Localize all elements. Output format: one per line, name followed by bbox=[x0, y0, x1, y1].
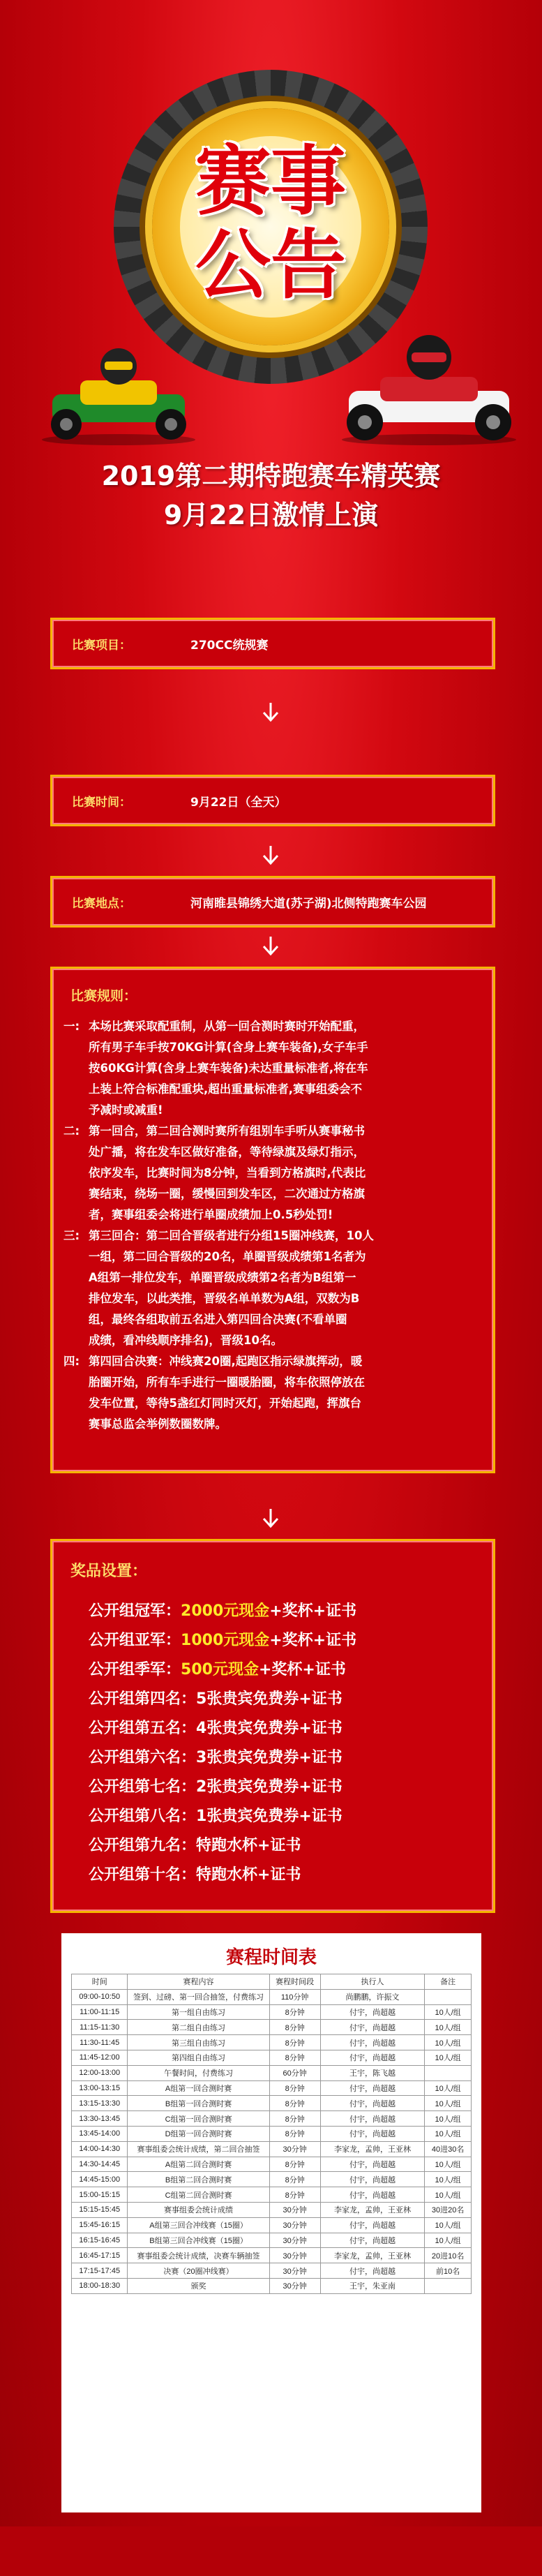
table-cell: 10人/组 bbox=[425, 2035, 472, 2050]
table-cell: 30分钟 bbox=[269, 2263, 320, 2279]
rule-line: 赛结束，绕场一圈，缓慢回到发车区，二次通过方格旗 bbox=[89, 1187, 365, 1200]
table-cell: 第四组自由练习 bbox=[128, 2050, 269, 2065]
prize-detail: 1张贵宾免费券+证书 bbox=[196, 1808, 342, 1825]
rule-item bbox=[63, 1351, 482, 1435]
rule-line: 所有男子车手按70KG计算(含身上赛车装备),女子车手 bbox=[89, 1041, 368, 1054]
prize-row bbox=[89, 1861, 479, 1890]
table-row bbox=[72, 2202, 472, 2217]
location-label: 比赛地点： bbox=[72, 897, 131, 911]
table-cell: 14:30-14:45 bbox=[72, 2157, 128, 2172]
header bbox=[0, 0, 542, 502]
table-cell: 李家龙，孟帅，王亚林 bbox=[320, 2248, 425, 2263]
table-row bbox=[72, 2004, 472, 2020]
prize-label: 公开组第十名： bbox=[89, 1866, 197, 1884]
table-cell: 前10名 bbox=[425, 2263, 472, 2279]
prize-row bbox=[89, 1831, 479, 1861]
prize-cash: 2000元现金 bbox=[181, 1602, 270, 1620]
table-cell: 10人/组 bbox=[425, 2111, 472, 2127]
prize-label: 公开组第七名： bbox=[89, 1778, 197, 1796]
table-cell bbox=[425, 2065, 472, 2080]
table-cell: 赛事组委会统计成绩，第二回合抽签 bbox=[128, 2141, 269, 2157]
rule-number: 一: bbox=[63, 1020, 80, 1033]
table-cell: 8分钟 bbox=[269, 2080, 320, 2096]
table-cell: 付宇，尚超越 bbox=[320, 2004, 425, 2020]
table-cell: 付宇，尚超越 bbox=[320, 2035, 425, 2050]
rule-line: 本场比赛采取配重制，从第一回合测时赛时开始配重， bbox=[89, 1020, 365, 1033]
table-row bbox=[72, 2187, 472, 2203]
rule-line: A组第一排位发车，单圈晋级成绩第2名者为B组第一 bbox=[89, 1271, 356, 1284]
table-cell: 30分钟 bbox=[269, 2278, 320, 2293]
table-cell: 10人/组 bbox=[425, 2217, 472, 2233]
table-row bbox=[72, 2263, 472, 2279]
rule-item bbox=[63, 1226, 482, 1351]
prize-label: 公开组第八名： bbox=[89, 1808, 197, 1825]
table-cell: 30分钟 bbox=[269, 2202, 320, 2217]
table-cell: 决赛（20圈冲线赛） bbox=[128, 2263, 269, 2279]
table-cell: 第二组自由练习 bbox=[128, 2020, 269, 2035]
table-row bbox=[72, 2141, 472, 2157]
prize-detail: 5张贵宾免费券+证书 bbox=[196, 1690, 342, 1708]
table-cell: 14:00-14:30 bbox=[72, 2141, 128, 2157]
table-cell: 13:45-14:00 bbox=[72, 2126, 128, 2141]
info-time-box bbox=[50, 775, 495, 826]
table-cell: 30分钟 bbox=[269, 2233, 320, 2248]
prize-row bbox=[89, 1743, 479, 1773]
rule-line: 一组，第二回合晋级的20名，单圈晋级成绩第1名者为 bbox=[89, 1250, 366, 1263]
headline-2: 9月22日激情上演 bbox=[163, 500, 379, 530]
table-cell: 11:15-11:30 bbox=[72, 2020, 128, 2035]
title-line-1: 赛事 bbox=[195, 137, 346, 225]
table-cell: 10人/组 bbox=[425, 2126, 472, 2141]
prize-detail: 特跑水杯+证书 bbox=[196, 1866, 301, 1884]
table-row bbox=[72, 2096, 472, 2111]
title-line-2: 公告 bbox=[195, 221, 346, 309]
table-cell: 8分钟 bbox=[269, 2126, 320, 2141]
prize-label: 公开组第六名： bbox=[89, 1749, 197, 1766]
info-project-box bbox=[50, 618, 495, 669]
table-cell: 付宇，尚超越 bbox=[320, 2126, 425, 2141]
rule-line: 赛事总监会举例数圈数牌。 bbox=[89, 1417, 227, 1431]
prize-detail: +奖杯+证书 bbox=[258, 1661, 346, 1678]
column-header: 执行人 bbox=[320, 1974, 425, 1990]
table-cell: 12:00-13:00 bbox=[72, 2065, 128, 2080]
table-cell: 30进20名 bbox=[425, 2202, 472, 2217]
rule-number: 二: bbox=[63, 1124, 80, 1138]
schedule-table bbox=[71, 1974, 472, 2294]
table-row bbox=[72, 1989, 472, 2004]
prize-label: 公开组亚军： bbox=[89, 1632, 181, 1649]
table-cell: 付宇，尚超越 bbox=[320, 2217, 425, 2233]
prize-detail: 2张贵宾免费券+证书 bbox=[196, 1778, 342, 1796]
prize-detail: 特跑水杯+证书 bbox=[196, 1837, 301, 1854]
rule-line: 第三回合：第二回合晋级者进行分组15圈冲线赛，10人 bbox=[89, 1229, 374, 1242]
prize-detail: 4张贵宾免费券+证书 bbox=[196, 1720, 342, 1737]
prizes-box bbox=[50, 1539, 495, 1913]
table-cell: 颁奖 bbox=[128, 2278, 269, 2293]
rule-line: 上装上符合标准配重块,超出重量标准者,赛事组委会不 bbox=[89, 1082, 363, 1096]
prize-detail: +奖杯+证书 bbox=[269, 1632, 357, 1649]
table-cell: 午餐时间，付费练习 bbox=[128, 2065, 269, 2080]
table-cell: 8分钟 bbox=[269, 2004, 320, 2020]
prize-cash: 1000元现金 bbox=[181, 1632, 270, 1649]
table-cell: 09:00-10:50 bbox=[72, 1989, 128, 2004]
prizes-title: 奖品设置： bbox=[70, 1563, 148, 1580]
table-row bbox=[72, 2217, 472, 2233]
rules-title: 比赛规则： bbox=[70, 988, 137, 1004]
table-cell: 8分钟 bbox=[269, 2172, 320, 2187]
table-cell: 第三组自由练习 bbox=[128, 2035, 269, 2050]
rule-line: 排位发车，以此类推，晋级名单单数为A组，双数为B bbox=[89, 1292, 360, 1305]
table-cell: 10人/组 bbox=[425, 2233, 472, 2248]
prize-row bbox=[89, 1597, 479, 1626]
table-row bbox=[72, 2050, 472, 2065]
table-cell: D组第一回合测时赛 bbox=[128, 2126, 269, 2141]
rule-line: 胎圈开始，所有车手进行一圈暖胎圈，将车依照停放在 bbox=[89, 1376, 365, 1389]
table-row bbox=[72, 2065, 472, 2080]
prize-row bbox=[89, 1655, 479, 1685]
table-cell: 8分钟 bbox=[269, 2157, 320, 2172]
table-row bbox=[72, 2172, 472, 2187]
table-cell: 签到、过磅、第一回合抽签，付费练习 bbox=[128, 1989, 269, 2004]
table-cell: 付宇，尚超越 bbox=[320, 2111, 425, 2127]
rule-line: 成绩，看冲线顺序排名)，晋级10名。 bbox=[89, 1334, 283, 1347]
rule-item bbox=[63, 1016, 482, 1121]
table-cell: 10人/组 bbox=[425, 2004, 472, 2020]
table-cell: 付宇，尚超越 bbox=[320, 2187, 425, 2203]
schedule-card bbox=[61, 1933, 481, 2512]
table-cell: 李家龙，孟帅，王亚林 bbox=[320, 2202, 425, 2217]
prize-detail: 3张贵宾免费券+证书 bbox=[196, 1749, 342, 1766]
go-kart-icon bbox=[38, 342, 199, 447]
table-cell: B组第三回合冲线赛（15圈） bbox=[128, 2233, 269, 2248]
table-cell: 赛事组委会统计成绩 bbox=[128, 2202, 269, 2217]
table-cell: 付宇，尚超越 bbox=[320, 2080, 425, 2096]
schedule-body bbox=[72, 1989, 472, 2293]
column-header: 赛程时间段 bbox=[269, 1974, 320, 1990]
table-row bbox=[72, 2248, 472, 2263]
down-arrow-icon bbox=[260, 701, 281, 722]
rule-line: 依序发车，比赛时间为8分钟，当看到方格旗时,代表比 bbox=[89, 1166, 366, 1179]
table-cell: 15:45-16:15 bbox=[72, 2217, 128, 2233]
table-cell: 10人/组 bbox=[425, 2157, 472, 2172]
table-cell: B组第一回合测时赛 bbox=[128, 2096, 269, 2111]
go-kart-icon bbox=[338, 328, 520, 447]
table-row bbox=[72, 2278, 472, 2293]
prize-label: 公开组第九名： bbox=[89, 1837, 197, 1854]
table-cell: 李家龙，孟帅，王亚林 bbox=[320, 2141, 425, 2157]
prize-list bbox=[89, 1597, 479, 1890]
prize-row bbox=[89, 1626, 479, 1655]
table-cell: 10人/组 bbox=[425, 2187, 472, 2203]
table-cell: 30分钟 bbox=[269, 2248, 320, 2263]
rules-list bbox=[63, 1016, 482, 1435]
table-cell: 第一组自由练习 bbox=[128, 2004, 269, 2020]
project-label: 比赛项目： bbox=[72, 639, 131, 653]
table-cell: 110分钟 bbox=[269, 1989, 320, 2004]
column-header: 赛程内容 bbox=[128, 1974, 269, 1990]
table-cell: A组第二回合测时赛 bbox=[128, 2157, 269, 2172]
table-cell: A组第一回合测时赛 bbox=[128, 2080, 269, 2096]
rule-line: 者，赛事组委会将进行单圈成绩加上0.5秒处罚! bbox=[89, 1208, 333, 1221]
table-cell: 13:30-13:45 bbox=[72, 2111, 128, 2127]
table-cell: 付宇，尚超越 bbox=[320, 2263, 425, 2279]
prize-detail: +奖杯+证书 bbox=[269, 1602, 357, 1620]
table-cell: 16:15-16:45 bbox=[72, 2233, 128, 2248]
prize-row bbox=[89, 1773, 479, 1802]
table-cell: 15:15-15:45 bbox=[72, 2202, 128, 2217]
table-cell: 10人/组 bbox=[425, 2096, 472, 2111]
rule-line: 组，最终各组取前五名进入第四回合决赛(不看单圈 bbox=[89, 1313, 347, 1326]
table-cell: 8分钟 bbox=[269, 2035, 320, 2050]
table-cell: 14:45-15:00 bbox=[72, 2172, 128, 2187]
table-cell: 付宇，尚超越 bbox=[320, 2233, 425, 2248]
rule-line: 第四回合决赛：冲线赛20圈,起跑区指示绿旗挥动，暖 bbox=[89, 1355, 363, 1368]
rule-number: 三: bbox=[63, 1229, 80, 1242]
rule-number: 四: bbox=[63, 1355, 80, 1368]
table-cell: 11:30-11:45 bbox=[72, 2035, 128, 2050]
time-value: 9月22日（全天） bbox=[190, 796, 287, 810]
table-cell: 8分钟 bbox=[269, 2020, 320, 2035]
table-row bbox=[72, 2111, 472, 2127]
down-arrow-icon bbox=[260, 844, 281, 865]
column-header: 备注 bbox=[425, 1974, 472, 1990]
table-cell: 赛事组委会统计成绩，决赛车辆抽签 bbox=[128, 2248, 269, 2263]
column-header: 时间 bbox=[72, 1974, 128, 1990]
prize-row bbox=[89, 1802, 479, 1831]
table-cell: 15:00-15:15 bbox=[72, 2187, 128, 2203]
rule-line: 予减时或减重! bbox=[89, 1103, 163, 1117]
rule-item bbox=[63, 1121, 482, 1226]
table-cell: 10人/组 bbox=[425, 2172, 472, 2187]
footer-band bbox=[0, 2526, 542, 2576]
table-cell: 付宇，尚超越 bbox=[320, 2157, 425, 2172]
rule-line: 发车位置，等待5盏红灯同时灭灯，开始起跑，挥旗台 bbox=[89, 1397, 361, 1410]
prize-label: 公开组冠军： bbox=[89, 1602, 181, 1620]
table-row bbox=[72, 2020, 472, 2035]
table-cell: 20进10名 bbox=[425, 2248, 472, 2263]
location-value: 河南睢县锦绣大道(苏子湖)北侧特跑赛车公园 bbox=[190, 897, 427, 911]
table-cell: 13:00-13:15 bbox=[72, 2080, 128, 2096]
down-arrow-icon bbox=[260, 1507, 281, 1528]
table-cell: 30分钟 bbox=[269, 2141, 320, 2157]
table-cell: 13:15-13:30 bbox=[72, 2096, 128, 2111]
table-row bbox=[72, 2126, 472, 2141]
prize-label: 公开组季军： bbox=[89, 1661, 181, 1678]
table-cell: 60分钟 bbox=[269, 2065, 320, 2080]
table-cell: 尚鹏鹏，许振文 bbox=[320, 1989, 425, 2004]
rule-line: 第一回合，第二回合测时赛所有组别车手听从赛事秘书 bbox=[89, 1124, 365, 1138]
table-cell bbox=[425, 1989, 472, 2004]
table-row bbox=[72, 2233, 472, 2248]
table-cell: 8分钟 bbox=[269, 2111, 320, 2127]
prize-label: 公开组第四名： bbox=[89, 1690, 197, 1708]
table-cell: 17:15-17:45 bbox=[72, 2263, 128, 2279]
prize-row bbox=[89, 1685, 479, 1714]
info-location-box bbox=[50, 876, 495, 928]
time-label: 比赛时间： bbox=[72, 796, 131, 810]
table-cell: 付宇，尚超越 bbox=[320, 2050, 425, 2065]
table-cell: 8分钟 bbox=[269, 2050, 320, 2065]
table-cell: C组第一回合测时赛 bbox=[128, 2111, 269, 2127]
table-row bbox=[72, 2080, 472, 2096]
prize-cash: 500元现金 bbox=[181, 1661, 259, 1678]
rules-box bbox=[50, 967, 495, 1473]
rule-line: 按60KG计算(含身上赛车装备)未达重量标准者,将在车 bbox=[89, 1062, 368, 1075]
table-cell bbox=[425, 2278, 472, 2293]
table-cell: 王宇，朱亚南 bbox=[320, 2278, 425, 2293]
table-header-row bbox=[72, 1974, 472, 1990]
table-cell: 付宇，尚超越 bbox=[320, 2172, 425, 2187]
table-cell: 30分钟 bbox=[269, 2217, 320, 2233]
rule-line: 处广播，将在发车区做好准备，等待绿旗及绿灯指示， bbox=[89, 1145, 365, 1159]
project-value: 270CC统规赛 bbox=[190, 639, 269, 653]
table-cell: 11:45-12:00 bbox=[72, 2050, 128, 2065]
table-cell: 10人/组 bbox=[425, 2050, 472, 2065]
prize-label: 公开组第五名： bbox=[89, 1720, 197, 1737]
table-cell: 18:00-18:30 bbox=[72, 2278, 128, 2293]
table-cell: 付宇，尚超越 bbox=[320, 2096, 425, 2111]
table-cell: C组第二回合测时赛 bbox=[128, 2187, 269, 2203]
table-cell: 王宇，陈飞越 bbox=[320, 2065, 425, 2080]
table-cell: 8分钟 bbox=[269, 2096, 320, 2111]
table-row bbox=[72, 2035, 472, 2050]
down-arrow-icon bbox=[260, 935, 281, 956]
table-cell: A组第三回合冲线赛（15圈） bbox=[128, 2217, 269, 2233]
table-cell: 10人/组 bbox=[425, 2020, 472, 2035]
table-cell: 16:45-17:15 bbox=[72, 2248, 128, 2263]
table-cell: 11:00-11:15 bbox=[72, 2004, 128, 2020]
schedule-title: 赛程时间表 bbox=[225, 1946, 317, 1967]
table-cell: B组第二回合测时赛 bbox=[128, 2172, 269, 2187]
table-cell: 付宇，尚超越 bbox=[320, 2020, 425, 2035]
table-cell: 40进30名 bbox=[425, 2141, 472, 2157]
headline-1: 2019第二期特跑赛车精英赛 bbox=[101, 461, 441, 491]
prize-row bbox=[89, 1714, 479, 1743]
table-cell: 8分钟 bbox=[269, 2187, 320, 2203]
table-cell: 10人/组 bbox=[425, 2080, 472, 2096]
table-row bbox=[72, 2157, 472, 2172]
